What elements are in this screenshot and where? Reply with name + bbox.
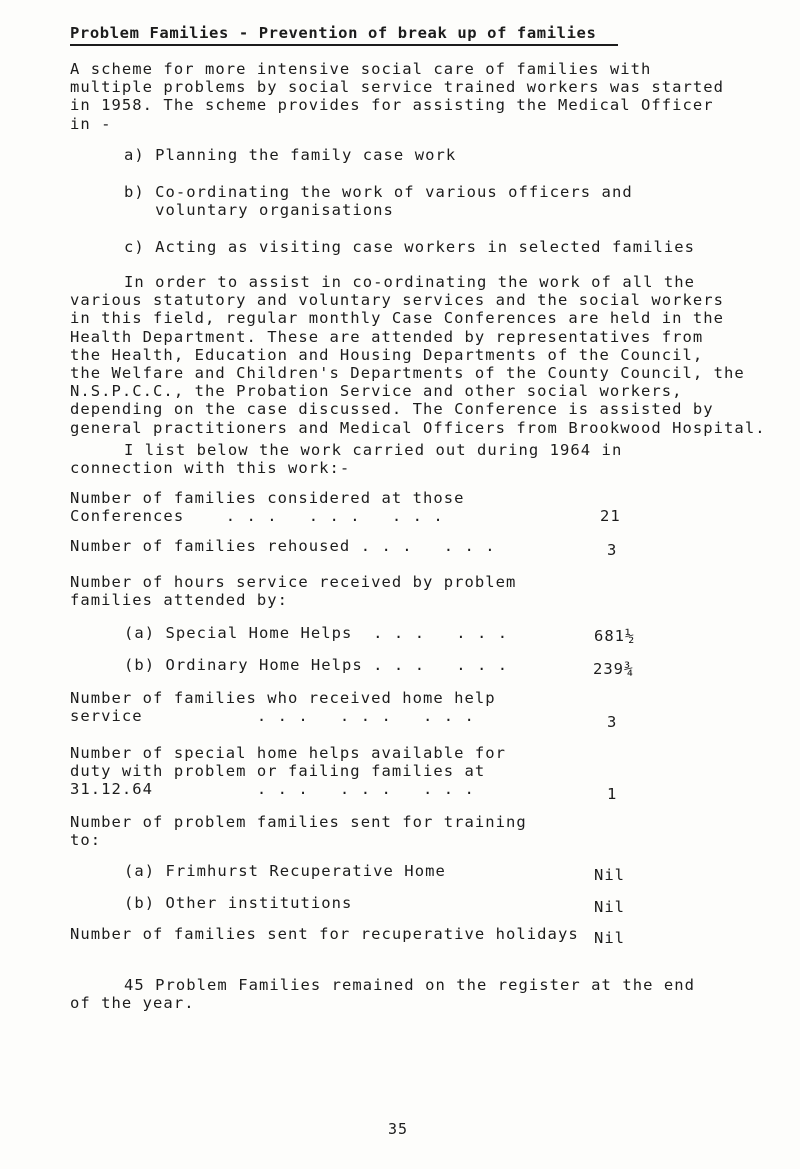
stat-special-label: (a) Special Home Helps . . . . . . [124, 624, 509, 642]
stat-frimhurst-value: Nil [594, 866, 625, 884]
list-intro-paragraph: I list below the work carried out during 1964 in connection with this work:- [70, 441, 623, 478]
stat-home-help-value: 3 [607, 713, 618, 731]
stat-hours-label: Number of hours service received by problem families attended by: [70, 573, 517, 610]
stat-rehoused-label: Number of families rehoused . . . . . . [70, 537, 496, 555]
list-item-visiting: c) Acting as visiting case workers in selected families [124, 238, 695, 256]
title-underline [70, 44, 618, 46]
list-item-planning: a) Planning the family case work [124, 146, 457, 164]
closing-paragraph: 45 Problem Families remained on the register at the end of the year. [70, 976, 695, 1013]
stat-ordinary-value: 239¾ [593, 660, 635, 678]
stat-training-label: Number of problem families sent for training to: [70, 813, 527, 850]
stat-special-duty-value: 1 [607, 785, 618, 803]
coordination-paragraph: In order to assist in co-ordinating the work of all the various statutory and voluntary services and the social workers in this field, regular monthly Case Conferences are held in the Health Department. These are attended by representatives from the Health, Education and Housing Departments of the Council, the Welfare and Children's Departments of the County Council, the N.S.P.C.C., the Probation Service and other social workers, depending on the case discussed. The Conference is assisted by general practitioners and Medical Officers from Brookwood Hospital. [70, 273, 766, 437]
stat-special-duty-label: Number of special home helps available for duty with problem or failing families at 31.12.64 . . . . . . . . . [70, 744, 507, 799]
stat-conferences-value: 21 [600, 507, 621, 525]
stat-conferences-label: Number of families considered at those Conferences . . . . . . . . . [70, 489, 465, 526]
stat-holidays-label: Number of families sent for recuperative holidays [70, 925, 579, 943]
stat-home-help-label: Number of families who received home help service . . . . . . . . . [70, 689, 496, 726]
stat-rehoused-value: 3 [607, 541, 618, 559]
stat-frimhurst-label: (a) Frimhurst Recuperative Home [124, 862, 446, 880]
page-number: 35 [388, 1120, 409, 1138]
list-item-coordinating: b) Co-ordinating the work of various officers and voluntary organisations [124, 183, 633, 220]
intro-paragraph: A scheme for more intensive social care of families with multiple problems by social service trained workers was started in 1958. The scheme provides for assisting the Medical Officer in - [70, 60, 725, 133]
page-title: Problem Families - Prevention of break up of families [70, 24, 597, 42]
stat-holidays-value: Nil [594, 929, 625, 947]
stat-ordinary-label: (b) Ordinary Home Helps . . . . . . [124, 656, 509, 674]
stat-special-value: 681½ [594, 627, 636, 645]
stat-other-value: Nil [594, 898, 625, 916]
stat-other-label: (b) Other institutions [124, 894, 353, 912]
